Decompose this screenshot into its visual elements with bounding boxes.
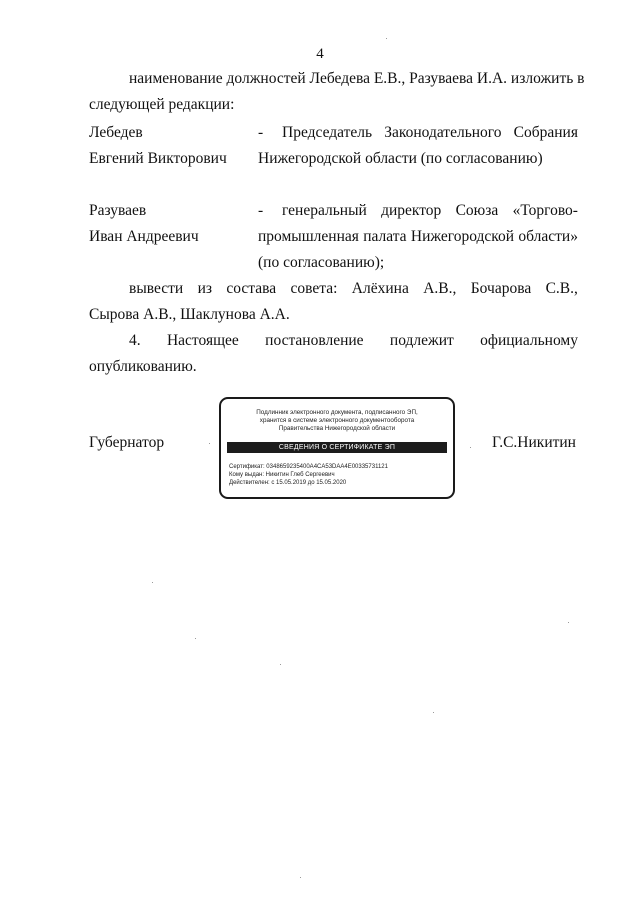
intro-line-2: следующей редакции: [89, 96, 235, 113]
word: Алёхина [351, 280, 409, 297]
word: С.В., [545, 280, 578, 297]
word: Нижегородской [410, 228, 515, 245]
stamp-certificate-number: Сертификат: 0348659235400A4CA53DAA4E00335731121 [229, 464, 388, 470]
word: директор [381, 202, 442, 219]
entry-position-line-1 [282, 202, 578, 220]
word: Бочарова [470, 280, 532, 297]
stamp-issued-to: Кому выдан: Никитин Глеб Сергеевич [229, 472, 335, 479]
word: постановление [265, 332, 364, 349]
scan-speck [470, 447, 471, 448]
entry-dash: - [258, 202, 264, 219]
stamp-header-line: Правительства Нижегородской области [278, 425, 396, 432]
scan-speck [386, 38, 387, 39]
stamp-details [229, 463, 388, 488]
scan-speck [152, 582, 153, 583]
word: промышленная [258, 228, 359, 245]
clause-number: 4. [129, 332, 141, 349]
signatory-position: Губернатор [89, 434, 165, 451]
word: официальному [480, 332, 578, 349]
word: области» [518, 228, 578, 245]
scan-speck [433, 712, 434, 713]
word: состава [226, 280, 277, 297]
clause-4-line-2: опубликованию. [89, 358, 197, 375]
entry-surname: Лебедев [89, 124, 143, 141]
word: подлежит [389, 332, 454, 349]
scan-speck [568, 622, 569, 623]
electronic-signature-stamp [219, 397, 455, 499]
entry-given-name: Евгений Викторович [89, 150, 227, 167]
entry-position-line-2 [258, 228, 578, 246]
word: палата [363, 228, 407, 245]
entry-surname: Разуваев [89, 202, 147, 219]
word: генеральный [282, 202, 367, 219]
intro-line-1: наименование должностей Лебедева Е.В., Разуваева И.А. изложить в [129, 70, 585, 87]
entry-given-name: Иван Андреевич [89, 228, 199, 245]
stamp-header-line: Подлинник электронного документа, подписанного ЭП, [256, 409, 418, 416]
stamp-validity: Действителен: с 15.05.2019 до 15.05.2020 [229, 480, 347, 487]
word: «Торгово- [512, 202, 578, 219]
word: А.В., [423, 280, 457, 297]
word: вывести [129, 280, 184, 297]
word: из [197, 280, 212, 297]
remove-line-1 [129, 280, 578, 298]
scan-speck [280, 664, 281, 665]
stamp-header-line: хранится в системе электронного документооборота [259, 417, 415, 424]
entry-position-line-1 [282, 124, 578, 142]
entry-position-line-2: Нижегородской области (по согласованию) [258, 150, 543, 167]
scan-speck [300, 877, 301, 878]
word: Союза [455, 202, 499, 219]
scan-speck [209, 443, 210, 444]
remove-line-2: Сырова А.В., Шаклунова А.А. [89, 306, 290, 323]
entry-dash: - [258, 124, 264, 141]
page-number: 4 [316, 46, 324, 62]
stamp-header [221, 409, 453, 433]
word: Председатель [282, 124, 373, 141]
scan-speck [195, 638, 196, 639]
word: совета: [290, 280, 338, 297]
word: Настоящее [166, 332, 239, 349]
stamp-certificate-bar: СВЕДЕНИЯ О СЕРТИФИКАТЕ ЭП [227, 442, 447, 453]
entry-position-line-3: (по согласованию); [258, 254, 385, 271]
signatory-name: Г.С.Никитин [492, 434, 576, 451]
word: Законодательного [384, 124, 502, 141]
word: Собрания [513, 124, 578, 141]
clause-4-line-1 [129, 332, 578, 350]
